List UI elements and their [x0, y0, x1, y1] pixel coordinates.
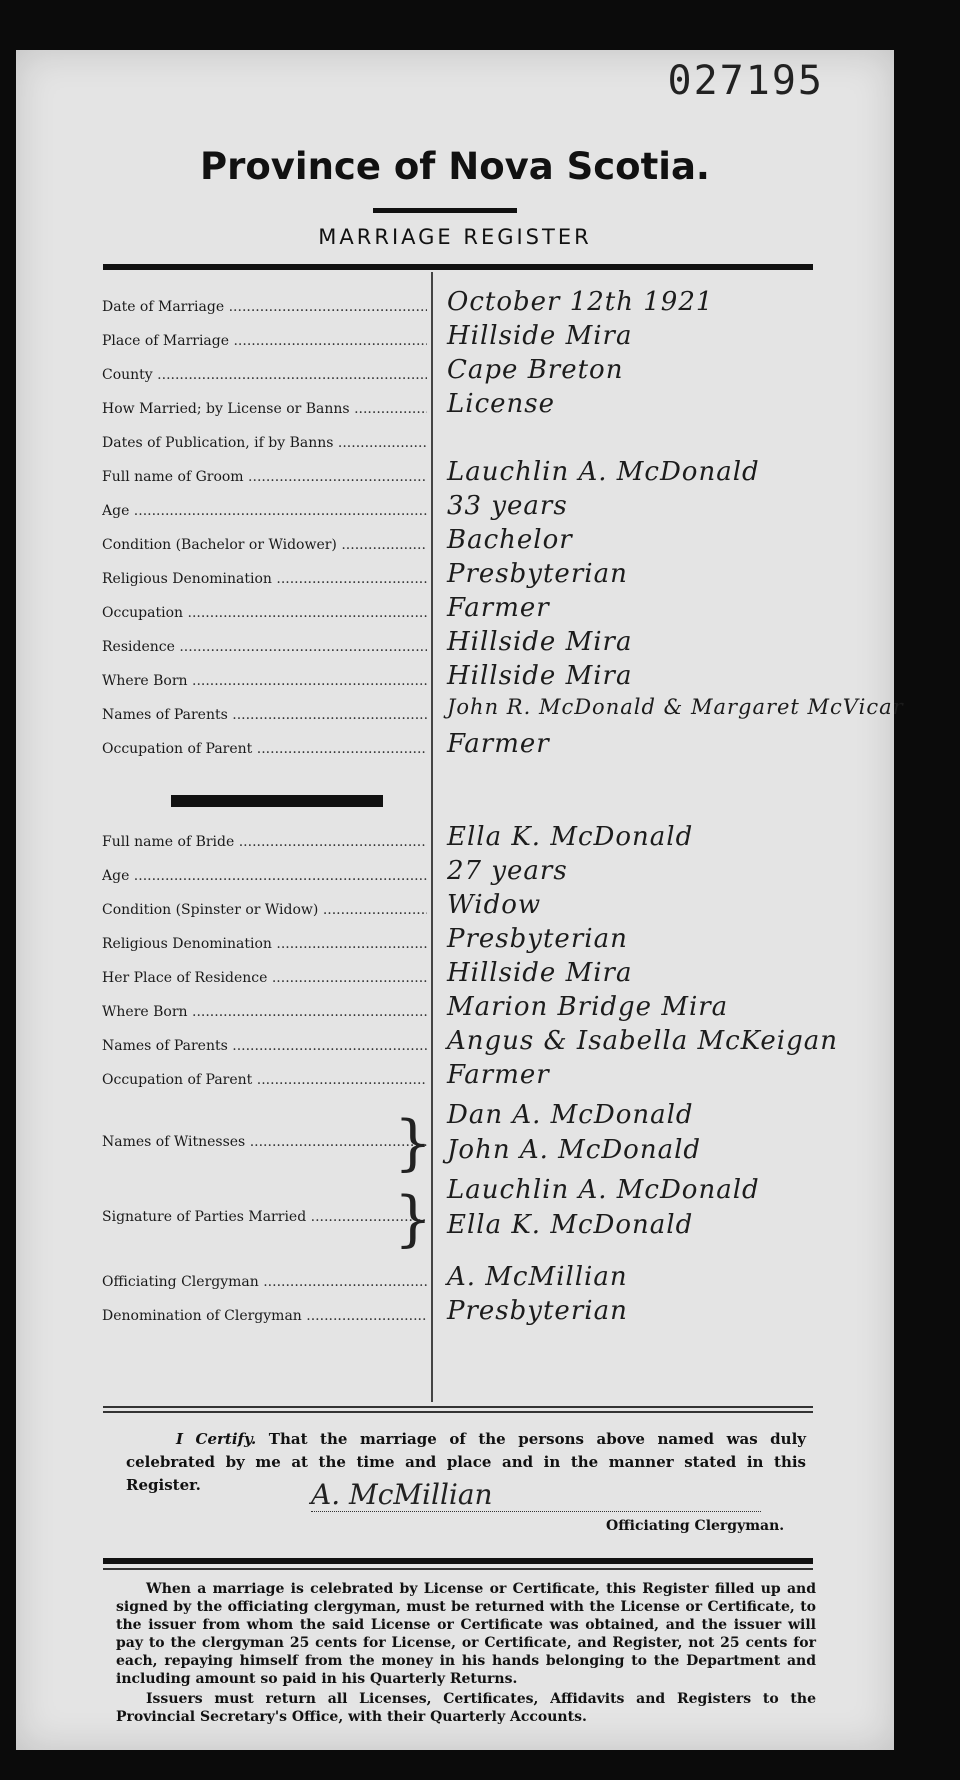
footer-rule-thin — [103, 1568, 813, 1570]
field-value: Hillside Mira — [447, 661, 633, 691]
field-label: Occupation of Parent ..... — [102, 741, 427, 757]
row-bride-parent-occupation — [102, 1060, 902, 1100]
field-value: Farmer — [447, 593, 550, 623]
field-label: Names of Parents ..... — [102, 707, 427, 723]
certify-lead: I Certify. — [176, 1430, 257, 1448]
field-label: Where Born ..... — [102, 673, 427, 689]
field-value: Ella K. McDonald — [447, 822, 694, 852]
field-value: John A. McDonald — [447, 1135, 702, 1165]
certify-body: That the marriage of the persons above named was duly celebrated by me at the time and place and in the manner stated in this Register. — [126, 1430, 806, 1494]
field-value: 27 years — [447, 856, 568, 886]
field-label: Her Place of Residence ..... — [102, 970, 427, 986]
row-clergy-denomination — [102, 1296, 902, 1336]
field-value: Ella K. McDonald — [447, 1210, 694, 1240]
field-label: Religious Denomination ..... — [102, 571, 427, 587]
field-value: Presbyterian — [447, 1296, 628, 1326]
field-label: Age ..... — [102, 868, 427, 884]
clergy-signature: A. McMillian — [311, 1478, 761, 1512]
field-label: Denomination of Clergyman ..... — [102, 1308, 427, 1324]
field-label: Names of Witnesses ..... — [102, 1134, 427, 1150]
document-number: 027195 — [667, 58, 824, 104]
field-label: Where Born ..... — [102, 1004, 427, 1020]
field-label: Occupation of Parent ..... — [102, 1072, 427, 1088]
field-value: Presbyterian — [447, 559, 628, 589]
field-label: Signature of Parties Married ..... — [102, 1209, 427, 1225]
parties-brace: } — [394, 1184, 433, 1254]
field-label: Religious Denomination ..... — [102, 936, 427, 952]
field-value: A. McMillian — [447, 1262, 628, 1292]
field-value: Lauchlin A. McDonald — [447, 457, 760, 487]
page-title: Province of Nova Scotia. — [200, 145, 710, 188]
signature-caption: Officiating Clergyman. — [606, 1518, 785, 1534]
page-subtitle: MARRIAGE REGISTER — [318, 225, 592, 249]
field-label: Full name of Bride ..... — [102, 834, 427, 850]
field-label: Officiating Clergyman ..... — [102, 1274, 427, 1290]
field-value: Marion Bridge Mira — [447, 992, 729, 1022]
certify-rule-top — [103, 1406, 813, 1408]
field-value: Cape Breton — [447, 355, 624, 385]
field-value: Hillside Mira — [447, 321, 633, 351]
field-label: How Married; by License or Banns ..... — [102, 401, 427, 417]
field-value: October 12th 1921 — [447, 287, 714, 317]
witnesses-brace: } — [394, 1108, 433, 1178]
title-rule — [373, 208, 517, 213]
field-value: Angus & Isabella McKeigan — [447, 1026, 838, 1056]
field-label: Occupation ..... — [102, 605, 427, 621]
field-label: Full name of Groom ..... — [102, 469, 427, 485]
row-how-married — [102, 389, 902, 429]
field-value: Hillside Mira — [447, 627, 633, 657]
field-label: Condition (Bachelor or Widower) ..... — [102, 537, 427, 553]
field-label: Place of Marriage ..... — [102, 333, 427, 349]
register-form — [16, 50, 904, 1750]
notice-paragraph-2: Issuers must return all Licenses, Certificates, Affidavits and Registers to the Provincial Secretary's Office, with their Quarterly Accounts. — [116, 1691, 816, 1725]
certify-rule-bottom — [103, 1411, 813, 1413]
field-label: Dates of Publication, if by Banns ..... — [102, 435, 427, 451]
field-value: Presbyterian — [447, 924, 628, 954]
field-value: 33 years — [447, 491, 568, 521]
field-value: Dan A. McDonald — [447, 1100, 694, 1130]
field-label: Names of Parents ..... — [102, 1038, 427, 1054]
field-value: Bachelor — [447, 525, 573, 555]
field-value: Farmer — [447, 1060, 550, 1090]
field-value: John R. McDonald & Margaret McVicar — [447, 695, 904, 719]
notice-paragraph-1: When a marriage is celebrated by License or Certificate, this Register filled up and signed by the officiating clergyman, must be returned with the License or Certificate, to the issuer from whom the said License or Certificate was obtained, and the issuer will pay to the clergyman 25 cents for License, or Certificate, and Register, not 25 cents for each, repaying himself from the money in his hands belonging to the Department and including amount so paid in his Quarterly Returns. — [116, 1581, 816, 1687]
field-value: Lauchlin A. McDonald — [447, 1175, 760, 1205]
section-divider — [171, 795, 383, 807]
row-groom-parent-occupation — [102, 729, 902, 769]
field-value: Widow — [447, 890, 542, 920]
field-label: Date of Marriage ..... — [102, 299, 427, 315]
field-value: Hillside Mira — [447, 958, 633, 988]
field-value: License — [447, 389, 556, 419]
field-label: County ..... — [102, 367, 427, 383]
footer-rule-thick — [103, 1558, 813, 1564]
header-rule — [103, 264, 813, 270]
field-label: Condition (Spinster or Widow) ..... — [102, 902, 427, 918]
field-label: Age ..... — [102, 503, 427, 519]
field-label: Residence ..... — [102, 639, 427, 655]
field-value: Farmer — [447, 729, 550, 759]
